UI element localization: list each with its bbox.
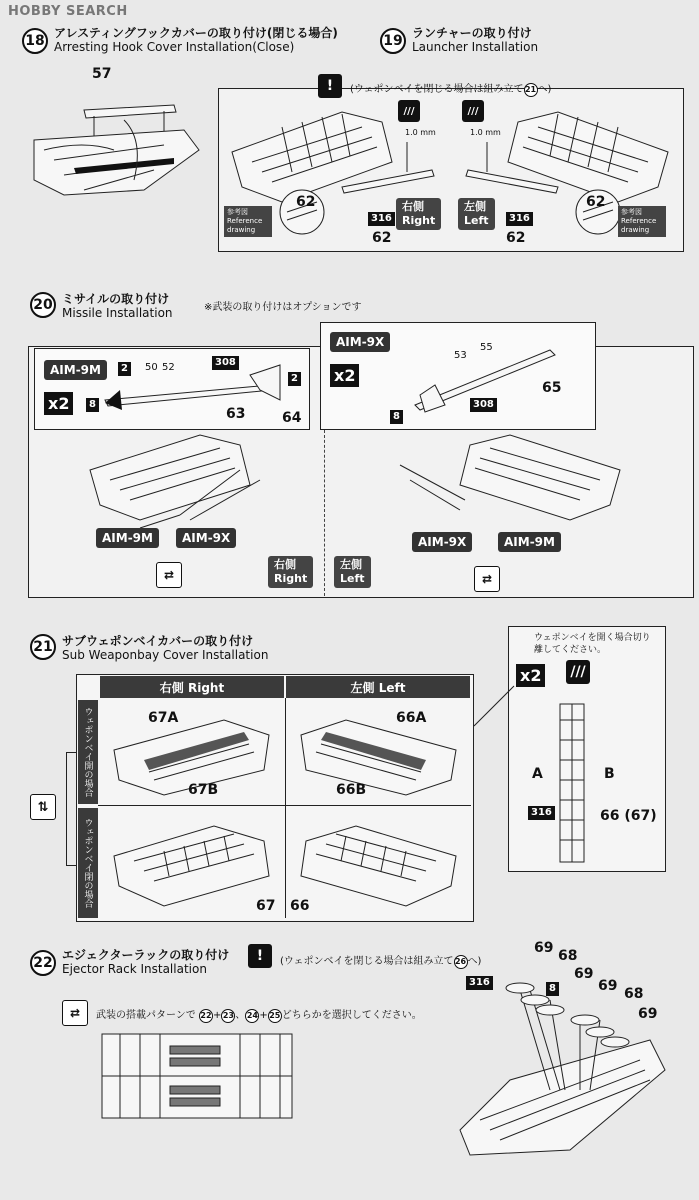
part-55-label: 55 <box>480 342 493 353</box>
part-67a-label: 67A <box>148 710 179 726</box>
swap-arrows-icon: ⇄ <box>156 562 182 588</box>
exclamation-icon: ! <box>318 74 342 98</box>
step-22-number: 22 <box>30 950 56 976</box>
step-22-title-en: Ejector Rack Installation <box>62 962 207 976</box>
drill-size-left: 1.0 mm <box>470 128 501 137</box>
arresting-hook-drawing <box>24 80 204 230</box>
watermark: HOBBY SEARCH <box>8 4 128 19</box>
step-18-title-en: Arresting Hook Cover Installation(Close) <box>54 40 295 54</box>
part-68-label: 68 <box>558 948 578 964</box>
step-20-number: 20 <box>30 292 56 318</box>
part-69-label: 69 <box>638 1006 658 1022</box>
part-67b-label: 67B <box>188 782 219 798</box>
aim9x-qty: x2 <box>330 364 359 387</box>
part-8-label: 8 <box>86 398 99 412</box>
part-69-label: 69 <box>534 940 554 956</box>
part-57-label: 57 <box>92 66 112 82</box>
step-22-title-jp: エジェクターラックの取り付け <box>62 948 230 962</box>
col-divider <box>285 698 286 918</box>
part-8-label: 8 <box>546 982 559 996</box>
note-step-ref: 26 <box>454 955 468 969</box>
choice-step-ref: 25 <box>268 1009 282 1023</box>
part-2-label: 2 <box>118 362 131 376</box>
step-22-note: (ウェポンベイを閉じる場合は組み立て26へ) <box>280 956 482 967</box>
step-20-note: ※武装の取り付けはオプションです <box>204 302 362 313</box>
step-19-note: (ウェポンベイを閉じる場合は組み立て21へ) <box>350 84 552 95</box>
detail-note: ウェポンベイを開く場合切り離してください。 <box>534 633 651 655</box>
aim9x-slot-label: AIM-9X <box>412 532 472 552</box>
drill-icon: /// <box>398 100 420 122</box>
exclamation-icon: ! <box>248 944 272 968</box>
choice-step-ref: 22 <box>199 1009 213 1023</box>
row-open-header: ウェポンベイ開の場合 <box>78 700 98 804</box>
part-66a-label: 66A <box>396 710 427 726</box>
part-62-label: 62 <box>296 194 316 210</box>
choice-step-ref: 23 <box>221 1009 235 1023</box>
part-316-label: 316 <box>466 976 493 990</box>
part-8-label: 8 <box>390 410 403 424</box>
aim9x-slot-label: AIM-9X <box>176 528 236 548</box>
closed-bay-left-drawing <box>290 816 466 912</box>
part-62-label: 62 <box>586 194 606 210</box>
right-side-label: 右側 Right <box>396 198 441 230</box>
drill-icon: /// <box>462 100 484 122</box>
col-right-header: 右側 Right <box>100 676 284 698</box>
left-side-label: 左側 Left <box>458 198 495 230</box>
step-22-choose-note: 武装の搭載パターンで 22+23、24+25どちらかを選択してください。 <box>96 1010 422 1021</box>
reference-drawing-label: 参考図 Reference drawing <box>618 206 666 237</box>
part-66-label: 66 <box>290 898 310 914</box>
aim9m-missile-drawing <box>100 360 290 410</box>
missile-bay-left-drawing <box>390 430 640 530</box>
col-left-header: 左側 Left <box>286 676 470 698</box>
cover-part-drawing <box>552 700 592 866</box>
part-a-label: A <box>532 766 543 782</box>
step-19-title-jp: ランチャーの取り付け <box>412 26 532 40</box>
drill-size-right: 1.0 mm <box>405 128 436 137</box>
closed-bay-right-drawing <box>104 816 280 912</box>
part-67-label: 67 <box>256 898 276 914</box>
part-63-label: 63 <box>226 406 246 422</box>
cut-icon: /// <box>566 660 590 684</box>
part-308-label: 308 <box>470 398 497 412</box>
step-18-number: 18 <box>22 28 48 54</box>
launcher-drawings <box>222 92 678 246</box>
aim9m-qty: x2 <box>44 392 73 415</box>
step-19-number: 19 <box>380 28 406 54</box>
part-53-label: 53 <box>454 350 467 361</box>
part-66-67-label: 66 (67) <box>600 808 657 824</box>
aim9x-label: AIM-9X <box>330 332 390 352</box>
left-side-label: 左側 Left <box>334 556 371 588</box>
part-316-label: 316 <box>506 212 533 226</box>
detail-qty: x2 <box>516 664 545 687</box>
missile-bay-right-drawing <box>70 430 320 530</box>
part-66b-label: 66B <box>336 782 367 798</box>
part-316-label: 316 <box>368 212 395 226</box>
bracket-line <box>66 752 77 866</box>
aim9x-missile-drawing <box>400 340 560 415</box>
aim9m-slot-label: AIM-9M <box>96 528 159 548</box>
aim9m-slot-label: AIM-9M <box>498 532 561 552</box>
part-65-label: 65 <box>542 380 562 396</box>
step-21-title-en: Sub Weaponbay Cover Installation <box>62 648 269 662</box>
part-50-label: 50 <box>145 362 158 373</box>
part-52-label: 52 <box>162 362 175 373</box>
part-64-label: 64 <box>282 410 302 426</box>
note-step-ref: 21 <box>524 83 538 97</box>
swap-arrows-icon: ⇄ <box>62 1000 88 1026</box>
callout-line <box>470 680 520 730</box>
part-316-label: 316 <box>528 806 555 820</box>
choice-step-ref: 24 <box>245 1009 259 1023</box>
step-21-number: 21 <box>30 634 56 660</box>
part-b-label: B <box>604 766 615 782</box>
step-20-title-jp: ミサイルの取り付け <box>62 292 170 306</box>
swap-arrows-icon: ⇄ <box>474 566 500 592</box>
weaponbay-topview-drawing <box>100 1026 300 1126</box>
part-68-label: 68 <box>624 986 644 1002</box>
step-18-title-jp: アレスティングフックカバーの取り付け(閉じる場合) <box>54 26 338 40</box>
part-69-label: 69 <box>598 978 618 994</box>
open-close-arrows-icon: ⇅ <box>30 794 56 820</box>
part-62-label: 62 <box>506 230 526 246</box>
open-bay-left-drawing <box>290 710 466 800</box>
part-62-label: 62 <box>372 230 392 246</box>
right-side-label: 右側 Right <box>268 556 313 588</box>
part-69-label: 69 <box>574 966 594 982</box>
part-2-label: 2 <box>288 372 301 386</box>
step-19-title-en: Launcher Installation <box>412 40 539 54</box>
reference-drawing-label: 参考図 Reference drawing <box>224 206 272 237</box>
row-closed-header: ウェポンベイ閉の場合 <box>78 808 98 918</box>
divider <box>324 430 325 596</box>
step-21-title-jp: サブウェポンベイカバーの取り付け <box>62 634 254 648</box>
step-20-title-en: Missile Installation <box>62 306 173 320</box>
part-308-label: 308 <box>212 356 239 370</box>
aim9m-label: AIM-9M <box>44 360 107 380</box>
